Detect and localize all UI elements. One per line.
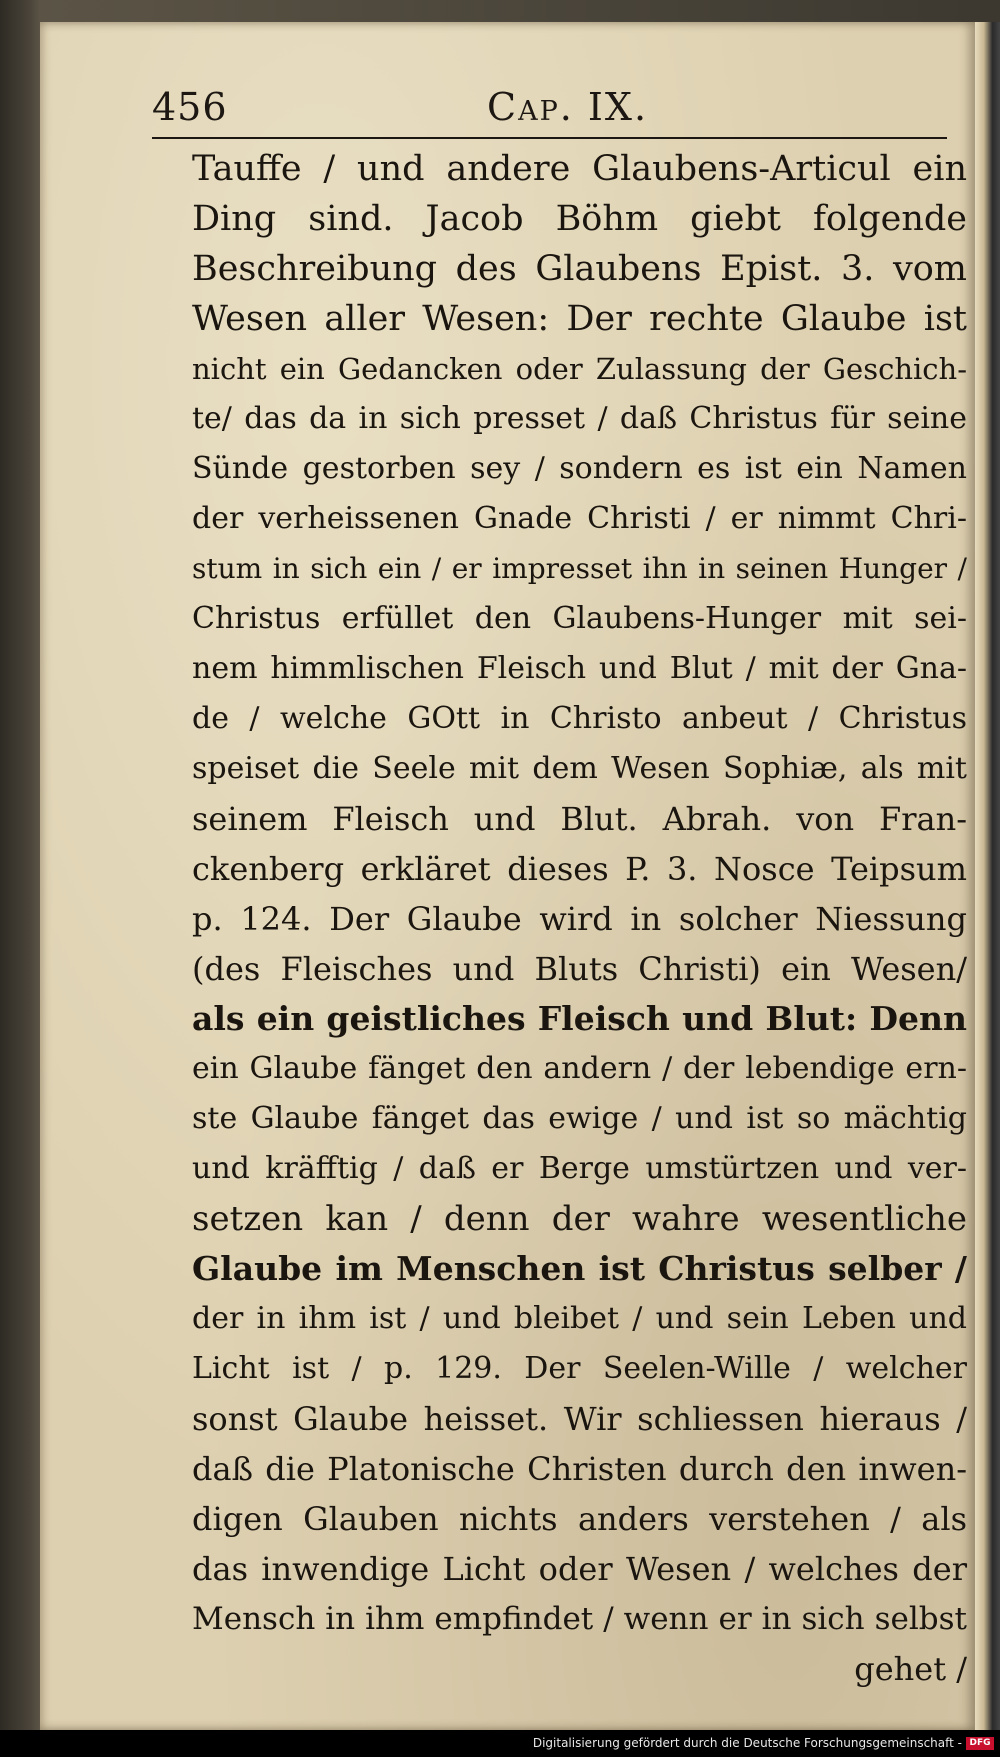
text-line: stum in sich ein / er impresset ihn in seinen Hunger / — [192, 552, 967, 585]
page-number: 456 — [152, 85, 228, 129]
text-line: der in ihm ist / und bleibet / und sein Leben und — [192, 1301, 967, 1336]
text-line: seinem Fleisch und Blut. Abrah. von Fran- — [192, 800, 967, 838]
text-line: und kräfftig / daß er Berge umstürtzen und ver- — [192, 1151, 967, 1186]
text-line: de / welche GOtt in Christo anbeut / Christus — [192, 701, 967, 736]
text-line: das inwendige Licht oder Wesen / welches der — [192, 1550, 967, 1588]
text-line: Glaube im Menschen ist Christus selber / — [192, 1249, 967, 1288]
text-line: Ding sind. Jacob Böhm giebt folgende — [192, 199, 967, 239]
text-line: Licht ist / p. 129. Der Seelen-Wille / welcher — [192, 1351, 967, 1386]
text-line: Wesen aller Wesen: Der rechte Glaube ist — [192, 299, 967, 339]
text-line: te/ das da in sich presset / daß Christus für seine — [192, 401, 967, 436]
page-edge — [975, 22, 1000, 1730]
text-line: der verheissenen Gnade Christi / er nimmt Chri- — [192, 501, 967, 536]
text-line: daß die Platonische Christen durch den inwen- — [192, 1450, 967, 1488]
text-line: nicht ein Gedancken oder Zulassung der Geschich- — [192, 352, 967, 386]
text-line: Sünde gestorben sey / sondern es ist ein Namen — [192, 451, 967, 486]
text-line: Christus erfüllet den Glaubens-Hunger mit sei- — [192, 601, 967, 636]
page-header — [152, 85, 947, 139]
text-line: Mensch in ihm empfindet / wenn er in sich selbst — [192, 1601, 967, 1637]
text-line: ein Glaube fänget den andern / der lebendige ern- — [192, 1051, 967, 1086]
digitization-footer — [0, 1730, 1000, 1757]
text-line: setzen kan / denn der wahre wesentliche — [192, 1199, 967, 1239]
running-head: Cap. IX. — [487, 85, 649, 129]
text-line: Tauffe / und andere Glaubens-Articul ein — [192, 149, 967, 189]
text-line: Beschreibung des Glaubens Epist. 3. vom — [192, 249, 967, 289]
body-text — [192, 144, 972, 1694]
text-line: ckenberg erkläret dieses P. 3. Nosce Teipsum — [192, 850, 967, 888]
text-line: (des Fleisches und Bluts Christi) ein Wesen/ — [192, 950, 967, 988]
catchword: gehet / — [854, 1650, 967, 1688]
dfg-logo-icon: DFG — [966, 1737, 994, 1750]
text-line: als ein geistliches Fleisch und Blut: Denn — [192, 999, 967, 1038]
funding-credit: Digitalisierung gefördert durch die Deutsche Forschungsgemeinschaft - — [532, 1736, 962, 1750]
text-line: p. 124. Der Glaube wird in solcher Niessung — [192, 900, 967, 938]
text-line: speiset die Seele mit dem Wesen Sophiæ, als mit — [192, 751, 967, 786]
text-line: digen Glauben nichts anders verstehen / als — [192, 1500, 967, 1538]
text-line: sonst Glaube heisset. Wir schliessen hieraus / — [192, 1400, 967, 1438]
text-line: ste Glaube fänget das ewige / und ist so mächtig — [192, 1101, 967, 1136]
text-line: nem himmlischen Fleisch und Blut / mit der Gna- — [192, 651, 967, 686]
